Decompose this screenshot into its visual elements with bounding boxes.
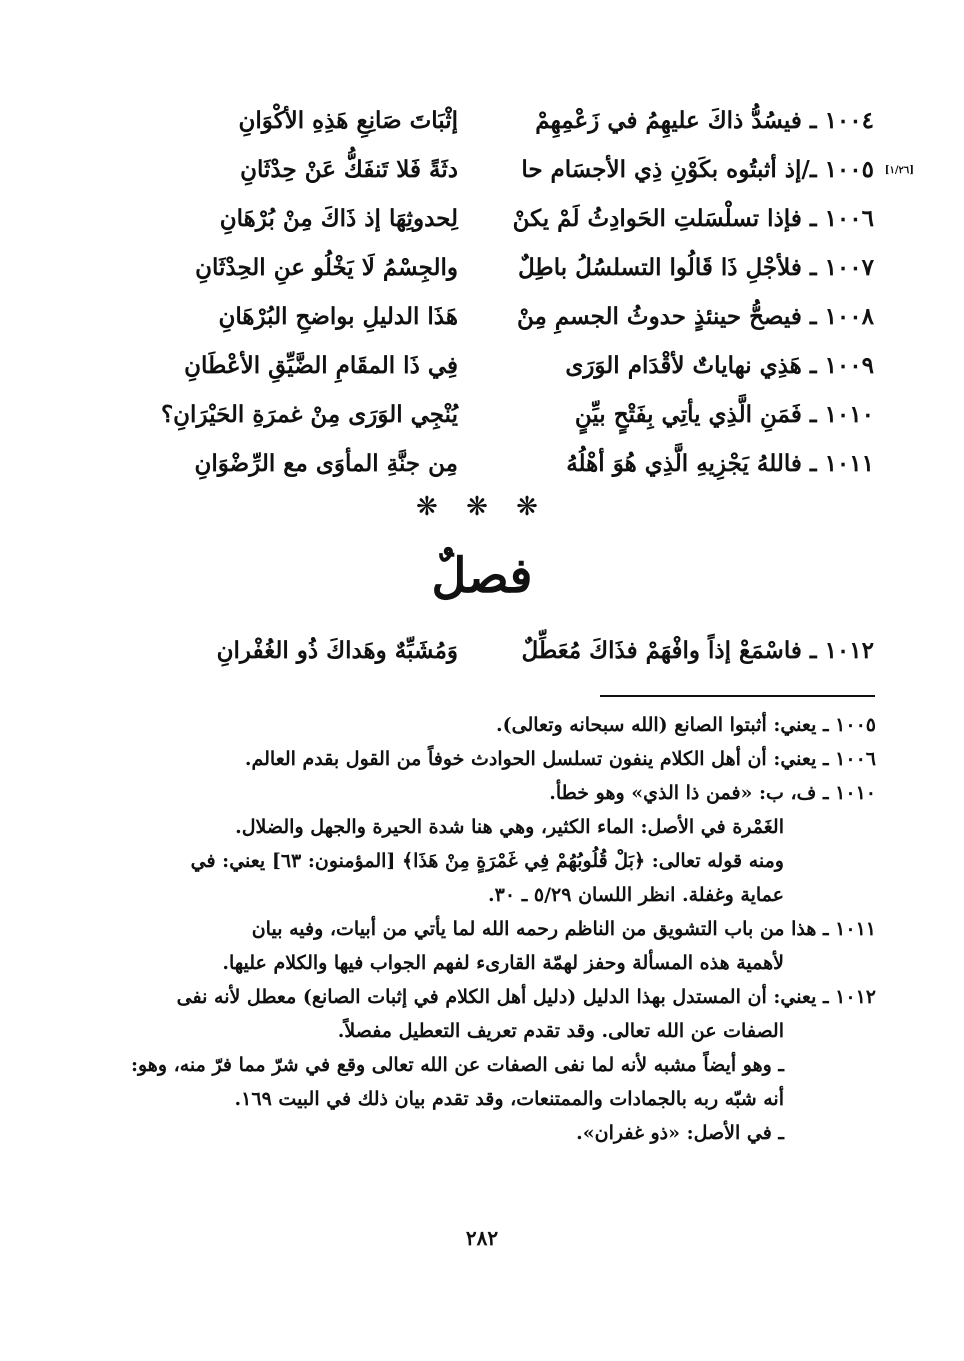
footnote-line: الصفات عن الله تعالى. وقد تقدم تعريف التعطيل مفصلاً. [337,1020,784,1042]
verse-second-hemistich: مِن جنَّةِ المأوَى مع الرِّضْوَانِ [194,450,458,477]
footnote-line: ١٠١١ ـ هذا من باب التشويق من الناظم رحمه الله لما يأتي من أبيات، وفيه بيان [251,918,876,940]
footnote-line: ١٠٠٦ ـ يعني: أن أهل الكلام ينفون تسلسل الحوادث خوفاً من القول بقدم العالم. [244,748,876,770]
footnote-line: أنه شبّه ربه بالجمادات والممتنعات، وقد تقدم بيان ذلك في البيت ١٦٩. [234,1088,784,1110]
verse-row [0,439,964,488]
verse-first-hemistich: ١٠١١ ـ فاللهُ يَجْزِيهِ الَّذِي هُوَ أهْلُهُ [566,450,874,477]
verse-row [0,194,964,243]
footnote-line: عماية وغفلة. انظر اللسان ٥/٢٩ ـ ٣٠. [488,884,784,906]
verse-first-hemistich: ١٠١٢ ـ فاسْمَعْ إذاً وافْهَمْ فذَاكَ مُعَطِّلٌ [521,637,874,664]
verse-second-hemistich: فِي ذَا المقَامِ الضَّيِّقِ الأعْطَانِ [184,352,458,379]
verse-second-hemistich: يُنْجِي الوَرَى مِنْ غمرَةِ الحَيْرَانِ؟ [160,401,458,428]
verse-second-hemistich: إثْبَاتَ صَانِعِ هَذِهِ الأكْوَانِ [238,107,458,134]
section-divider-stars: ❋ ❋ ❋ [416,492,548,522]
verse-second-hemistich: دثَةً فَلا تَنفَكُّ عَنْ حِدْثَانِ [240,156,458,183]
verse-second-hemistich: هَذَا الدليلِ بواضحِ البُرْهَانِ [218,303,458,330]
verse-second-hemistich: وَمُشَبِّهٌ وهَداكَ ذُو الغُفْرانِ [216,637,458,664]
verse-row [0,341,964,390]
verse-row [0,96,964,145]
section-heading: فصلٌ [431,548,533,604]
verse-first-hemistich: ١٠٠٥ ـ/إذ أثبتُوه بكَوْنِ ذِي الأجسَام حا [521,156,874,183]
verse-second-hemistich: والجِسْمُ لَا يَخْلُو عنِ الحِدْثَانِ [195,254,458,281]
footnote-line: ـ وهو أيضاً مشبه لأنه لما نفى الصفات عن الله تعالى وقع في شرّ مما فرّ منه، وهو: [130,1054,784,1076]
footnote-line: ١٠٠٥ ـ يعني: أثبتوا الصانع (الله سبحانه وتعالى). [496,714,876,736]
footnote-line: ومنه قوله تعالى: ﴿بَلْ قُلُوبُهُمْ فِي غَمْرَةٍ مِنْ هَذَا﴾ [المؤمنون: ٦٣] يعني: في [190,850,784,872]
verse-second-hemistich: لِحدوثِهَا إذ ذَاكَ مِنْ بُرْهَانِ [219,205,458,232]
footnotes [90,708,876,1150]
footnote-line: ـ في الأصل: «ذو غفران». [576,1122,784,1144]
footnote-line: الغَمْرة في الأصل: الماء الكثير، وهي هنا شدة الحيرة والجهل والضلال. [235,816,784,838]
page-number: ٢٨٢ [465,1226,499,1250]
verse-first-hemistich: ١٠٠٤ ـ فيسُدُّ ذاكَ عليهِمُ في زَعْمِهِمْ [535,107,874,134]
poem-verses [0,96,964,488]
verse-row [0,243,964,292]
verse-row [0,292,964,341]
verse-row [0,145,964,194]
footnote-line: لأهمية هذه المسألة وحفز لهمّة القارىء لفهم الجواب فيها والكلام عليها. [222,952,784,974]
footnote-line: ١٠١٠ ـ ف، ب: «فمن ذا الذي» وهو خطأ. [549,782,876,804]
verse-first-hemistich: ١٠٠٨ ـ فيصحُّ حينئذٍ حدوثُ الجسمِ مِنْ [517,303,874,330]
verse-first-hemistich: ١٠٠٦ ـ فإذا تسلْسَلتِ الحَوادِثُ لَمْ يكنْ [512,205,874,232]
verse-row [0,626,964,675]
verse-first-hemistich: ١٠٠٧ ـ فلأجْلِ ذَا قَالُوا التسلسُلُ باطِلٌ [517,254,874,281]
verse-first-hemistich: ١٠١٠ ـ فَمَنِ الَّذِي يأتِي بِفَتْحٍ بيِّنٍ [574,401,874,428]
footnote-line: ١٠١٢ ـ يعني: أن المستدل بهذا الدليل (دليل أهل الكلام في إثبات الصانع) معطل لأنه نفى [176,986,876,1008]
verse-first-hemistich: ١٠٠٩ ـ هَذِي نهاياتٌ لأقْدَام الوَرَى [565,352,874,379]
footnote-separator [600,695,875,697]
manuscript-page-marker: [١/٢٦] [884,165,914,176]
verse-row [0,390,964,439]
